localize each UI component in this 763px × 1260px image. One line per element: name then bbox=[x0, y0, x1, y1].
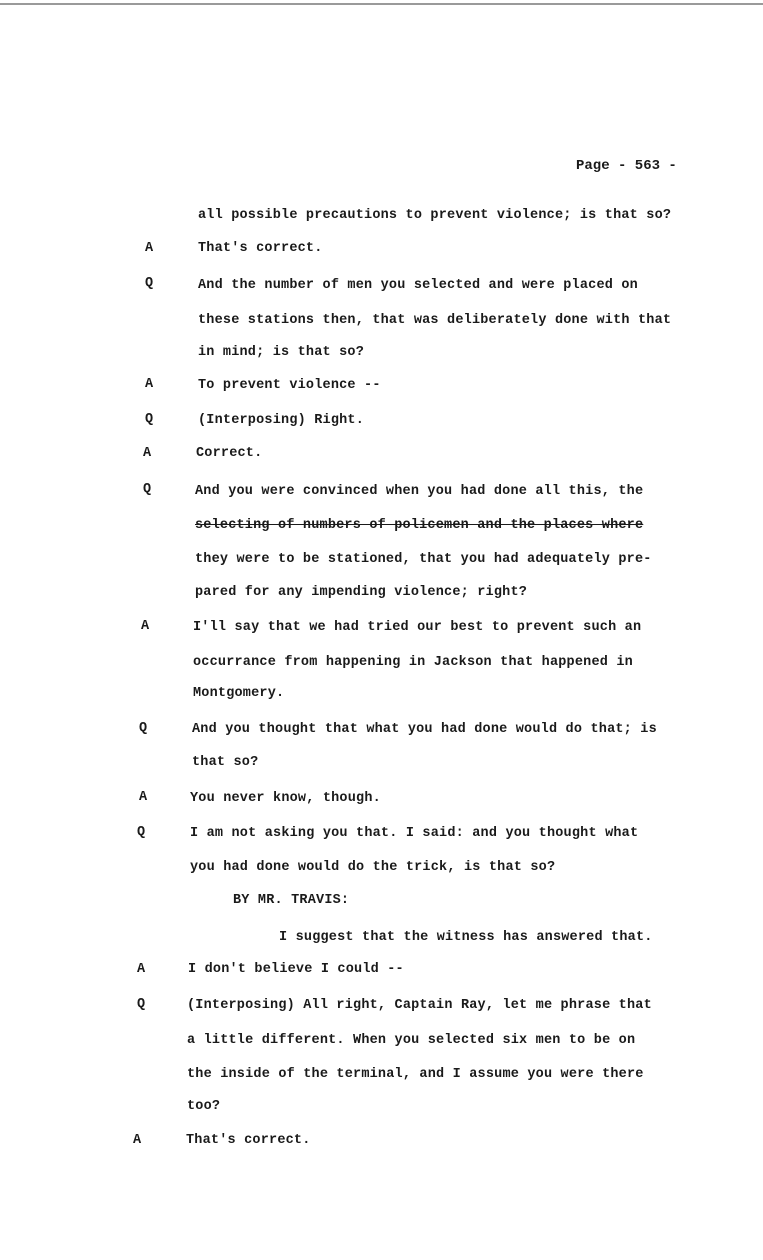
speaker-marker: Q bbox=[137, 825, 146, 840]
transcript-line: That's correct. bbox=[198, 241, 323, 256]
speaker-marker: A bbox=[145, 241, 154, 256]
transcript-line: And you thought that what you had done would do that; is bbox=[192, 722, 657, 737]
speaker-marker: Q bbox=[137, 997, 146, 1012]
transcript-line: a little different. When you selected six men to be on bbox=[187, 1033, 636, 1048]
transcript-line: I'll say that we had tried our best to prevent such an bbox=[193, 620, 642, 635]
speaker-marker: A bbox=[145, 377, 154, 392]
speaker-marker: A bbox=[141, 619, 150, 634]
transcript-line: I am not asking you that. I said: and you thought what bbox=[190, 826, 639, 841]
transcript-line: Montgomery. bbox=[193, 686, 285, 701]
transcript-line: you had done would do the trick, is that so? bbox=[190, 860, 556, 875]
transcript-line: And you were convinced when you had done all this, the bbox=[195, 484, 644, 499]
transcript-line-struck: selecting of numbers of policemen and the places where bbox=[195, 518, 644, 533]
transcript-line: all possible precautions to prevent violence; is that so? bbox=[198, 208, 672, 223]
speaker-marker: Q bbox=[145, 276, 154, 291]
transcript-line: (Interposing) All right, Captain Ray, let me phrase that bbox=[187, 998, 652, 1013]
transcript-line: I suggest that the witness has answered that. bbox=[279, 930, 653, 945]
speaker-marker: Q bbox=[143, 482, 152, 497]
transcript-line: Correct. bbox=[196, 446, 263, 461]
examiner-heading: BY MR. TRAVIS: bbox=[233, 893, 350, 908]
transcript-line: And the number of men you selected and were placed on bbox=[198, 278, 638, 293]
speaker-marker: Q bbox=[145, 412, 154, 427]
speaker-marker: A bbox=[139, 790, 148, 805]
transcript-line: pared for any impending violence; right? bbox=[195, 585, 528, 600]
transcript-line: these stations then, that was deliberately done with that bbox=[198, 313, 672, 328]
transcript-line: in mind; is that so? bbox=[198, 345, 365, 360]
transcript-line: they were to be stationed, that you had adequately pre- bbox=[195, 552, 652, 567]
transcript-line: (Interposing) Right. bbox=[198, 413, 365, 428]
transcript-line: That's correct. bbox=[186, 1133, 311, 1148]
transcript-line: I don't believe I could -- bbox=[188, 962, 404, 977]
page-number-header: Page - 563 - bbox=[576, 158, 677, 174]
top-scan-edge bbox=[0, 3, 763, 5]
transcript-line: occurrance from happening in Jackson that happened in bbox=[193, 655, 633, 670]
transcript-line: the inside of the terminal, and I assume you were there bbox=[187, 1067, 644, 1082]
speaker-marker: Q bbox=[139, 721, 148, 736]
transcript-line: that so? bbox=[192, 755, 259, 770]
transcript-line: You never know, though. bbox=[190, 791, 381, 806]
transcript-line: too? bbox=[187, 1099, 221, 1114]
speaker-marker: A bbox=[143, 446, 152, 461]
speaker-marker: A bbox=[137, 962, 146, 977]
speaker-marker: A bbox=[133, 1133, 142, 1148]
transcript-line: To prevent violence -- bbox=[198, 378, 381, 393]
